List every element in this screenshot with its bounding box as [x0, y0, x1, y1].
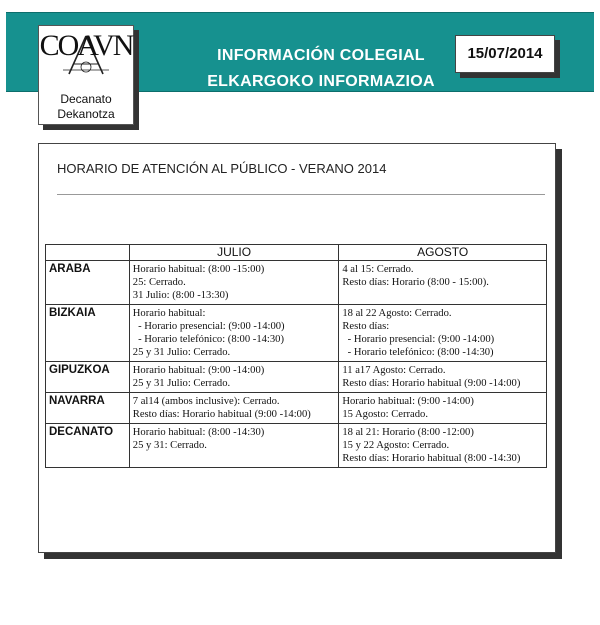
- region-cell: GIPUZKOA: [46, 362, 130, 393]
- region-cell: BIZKAIA: [46, 305, 130, 362]
- schedule-line: Resto días:: [342, 321, 390, 332]
- schedule-line: - Horario telefónico: (8:00 -14:30): [342, 347, 494, 358]
- schedule-line: 11 a17 Agosto: Cerrado.: [342, 365, 446, 376]
- schedule-line: Horario habitual: (9:00 -14:00): [342, 396, 474, 407]
- title-divider: [57, 194, 545, 195]
- agosto-cell: [339, 393, 547, 424]
- julio-cell: [129, 393, 339, 424]
- table-row: [46, 261, 547, 305]
- schedule-line: 25 y 31 Julio: Cerrado.: [132, 347, 231, 358]
- julio-cell: [129, 424, 339, 468]
- schedule-line: Resto días: Horario (8:00 - 15:00).: [342, 277, 489, 288]
- schedule-line: Horario habitual:: [132, 308, 206, 319]
- schedule-line: 25 y 31 Julio: Cerrado.: [132, 378, 231, 389]
- schedule-line: Resto días: Horario habitual (9:00 -14:00): [132, 409, 311, 420]
- schedule-line: 25: Cerrado.: [132, 277, 186, 288]
- schedule-line: Horario habitual: (8:00 -15:00): [132, 264, 265, 275]
- agosto-cell: [339, 424, 547, 468]
- region-cell: DECANATO: [46, 424, 130, 468]
- logo-sub-eu: Dekanotza: [57, 107, 115, 121]
- schedule-line: 25 y 31: Cerrado.: [132, 440, 207, 451]
- logo-sub-es: Decanato: [60, 92, 112, 106]
- schedule-line: 7 al14 (ambos inclusive): Cerrado.: [132, 396, 280, 407]
- schedule-line: 4 al 15: Cerrado.: [342, 264, 414, 275]
- schedule-line: Resto días: Horario habitual (9:00 -14:00): [342, 378, 521, 389]
- schedule-line: 15 y 22 Agosto: Cerrado.: [342, 440, 450, 451]
- table-row: [46, 362, 547, 393]
- schedule-line: - Horario presencial: (9:00 -14:00): [132, 321, 285, 332]
- date-badge: 15/07/2014: [455, 35, 555, 73]
- table-header-row: [46, 245, 547, 261]
- header-title-es: INFORMACIÓN COLEGIAL: [217, 47, 425, 64]
- document-title: HORARIO DE ATENCIÓN AL PÚBLICO - VERANO 2014: [57, 161, 387, 176]
- schedule-line: 18 al 22 Agosto: Cerrado.: [342, 308, 452, 319]
- header-title-eu: ELKARGOKO INFORMAZIOA: [207, 73, 435, 90]
- schedule-line: 15 Agosto: Cerrado.: [342, 409, 428, 420]
- schedule-line: - Horario telefónico: (8:00 -14:30): [132, 334, 284, 345]
- table-row: [46, 393, 547, 424]
- schedule-line: - Horario presencial: (9:00 -14:00): [342, 334, 495, 345]
- table-row: [46, 305, 547, 362]
- column-header-agosto: AGOSTO: [339, 245, 547, 261]
- schedule-line: Resto días: Horario habitual (8:00 -14:30): [342, 453, 521, 464]
- schedule-line: 18 al 21: Horario (8:00 -12:00): [342, 427, 474, 438]
- document-card: [38, 143, 556, 553]
- julio-cell: [129, 261, 339, 305]
- region-cell: ARABA: [46, 261, 130, 305]
- schedule-line: Horario habitual: (8:00 -14:30): [132, 427, 265, 438]
- region-cell: NAVARRA: [46, 393, 130, 424]
- agosto-cell: [339, 305, 547, 362]
- logo-card: [38, 25, 134, 125]
- schedule-line: Horario habitual: (9:00 -14:00): [132, 365, 265, 376]
- agosto-cell: [339, 261, 547, 305]
- julio-cell: [129, 305, 339, 362]
- schedule-table: [45, 244, 547, 468]
- table-row: [46, 424, 547, 468]
- agosto-cell: [339, 362, 547, 393]
- schedule-line: 31 Julio: (8:00 -13:30): [132, 290, 229, 301]
- column-header: [46, 245, 130, 261]
- logo-wordmark: COAVN: [39, 29, 133, 62]
- column-header-julio: JULIO: [129, 245, 339, 261]
- julio-cell: [129, 362, 339, 393]
